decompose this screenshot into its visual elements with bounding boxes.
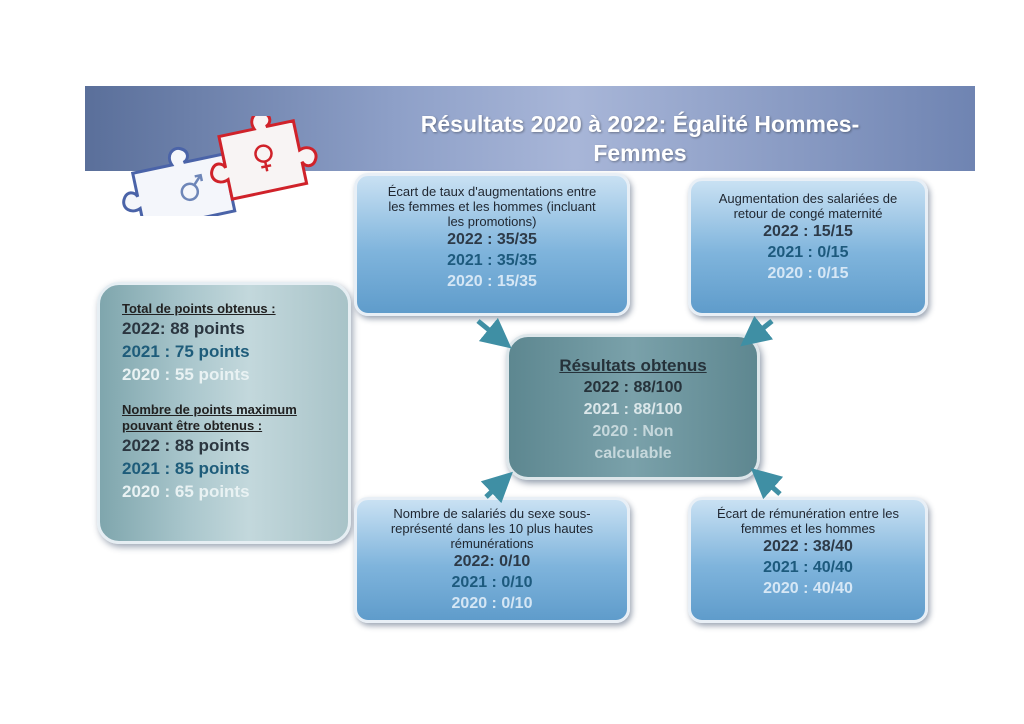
results-2020-a: 2020 : Non — [592, 423, 674, 440]
totals-panel — [97, 282, 351, 544]
results-center-box — [506, 334, 760, 480]
box-maternite-2021: 2021 : 0/15 — [767, 244, 849, 261]
results-title: Résultats obtenus — [559, 356, 707, 375]
box-augmentations-2022: 2022 : 35/35 — [447, 231, 537, 248]
max-2020: 2020 : 65 points — [122, 482, 250, 501]
box-augmentations-label: Écart de taux d'augmentations entre les femmes et les hommes (incluant les promotions) — [387, 184, 597, 229]
box-augmentations-2021: 2021 : 35/35 — [447, 252, 537, 269]
box-maternite-2020: 2020 : 0/15 — [767, 265, 849, 282]
results-2020-b: calculable — [594, 445, 672, 462]
box-maternite-label: Augmentation des salariées de retour de congé maternité — [718, 191, 898, 221]
totals-2021: 2021 : 75 points — [122, 342, 250, 361]
totals-heading: Total de points obtenus : — [122, 301, 276, 316]
box-augmentations-2020: 2020 : 15/35 — [447, 273, 537, 290]
box-maternite — [688, 178, 928, 316]
box-sexe-sous-represente — [354, 497, 630, 623]
box-remuneration-2022: 2022 : 38/40 — [763, 538, 853, 555]
results-2022: 2022 : 88/100 — [583, 379, 683, 396]
title-line-1: Résultats 2020 à 2022: Égalité Hommes- — [420, 111, 860, 137]
box-remuneration — [688, 497, 928, 623]
box-sexe-label: Nombre de salariés du sexe sous-représenté dans les 10 plus hautes rémunérations — [390, 506, 594, 551]
totals-2022: 2022: 88 points — [122, 319, 245, 338]
box-augmentations — [354, 173, 630, 316]
max-heading: Nombre de points maximum pouvant être obtenus : — [122, 402, 297, 433]
results-2021: 2021 : 88/100 — [583, 401, 683, 418]
max-2022: 2022 : 88 points — [122, 436, 250, 455]
box-maternite-2022: 2022 : 15/15 — [763, 223, 853, 240]
box-remuneration-label: Écart de rémunération entre les femmes et les hommes — [716, 506, 900, 536]
box-sexe-2022: 2022: 0/10 — [453, 553, 531, 570]
page-title — [335, 110, 945, 168]
box-remuneration-2021: 2021 : 40/40 — [763, 559, 853, 576]
box-sexe-2020: 2020 : 0/10 — [451, 595, 533, 612]
box-sexe-2021: 2021 : 0/10 — [451, 574, 533, 591]
box-remuneration-2020: 2020 : 40/40 — [763, 580, 853, 597]
max-2021: 2021 : 85 points — [122, 459, 250, 478]
title-line-2: Femmes — [593, 140, 687, 166]
totals-2020: 2020 : 55 points — [122, 365, 250, 384]
puzzle-gender-icon — [105, 116, 320, 216]
